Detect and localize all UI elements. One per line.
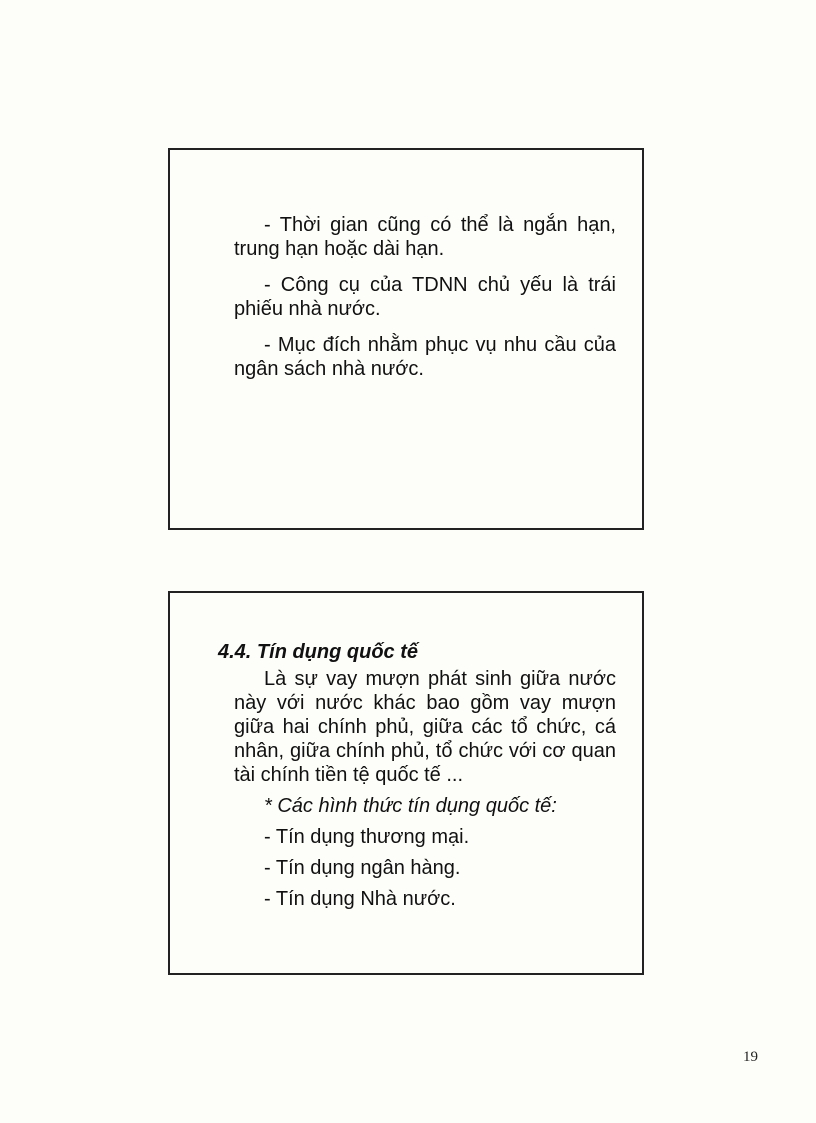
slide-1-content xyxy=(234,213,616,393)
list-item: - Tín dụng Nhà nước. xyxy=(264,888,456,910)
slide-2 xyxy=(168,591,644,975)
definition-paragraph: Là sự vay mượn phát sinh giữa nước này với nước khác bao gồm vay mượn giữa hai chính phủ, giữa các tổ chức, cá nhân, giữa chính phủ, tổ chức với cơ quan tài chính tiền tệ quốc tế ... xyxy=(234,668,616,786)
forms-subheading: * Các hình thức tín dụng quốc tế: xyxy=(264,795,557,817)
list-item: - Tín dụng thương mại. xyxy=(264,826,470,848)
slide-1-paragraph: - Mục đích nhằm phục vụ nhu cầu của ngân sách nhà nước. xyxy=(234,334,616,380)
slide-1-paragraph: - Công cụ của TDNN chủ yếu là trái phiếu nhà nước. xyxy=(234,274,616,320)
section-heading: 4.4. Tín dụng quốc tế xyxy=(218,641,418,663)
page-number: 19 xyxy=(743,1049,758,1065)
slide-1 xyxy=(168,148,644,530)
slide-1-paragraph: - Thời gian cũng có thể là ngắn hạn, trung hạn hoặc dài hạn. xyxy=(234,214,616,260)
list-item: - Tín dụng ngân hàng. xyxy=(264,857,461,879)
slide-2-content xyxy=(218,640,616,918)
